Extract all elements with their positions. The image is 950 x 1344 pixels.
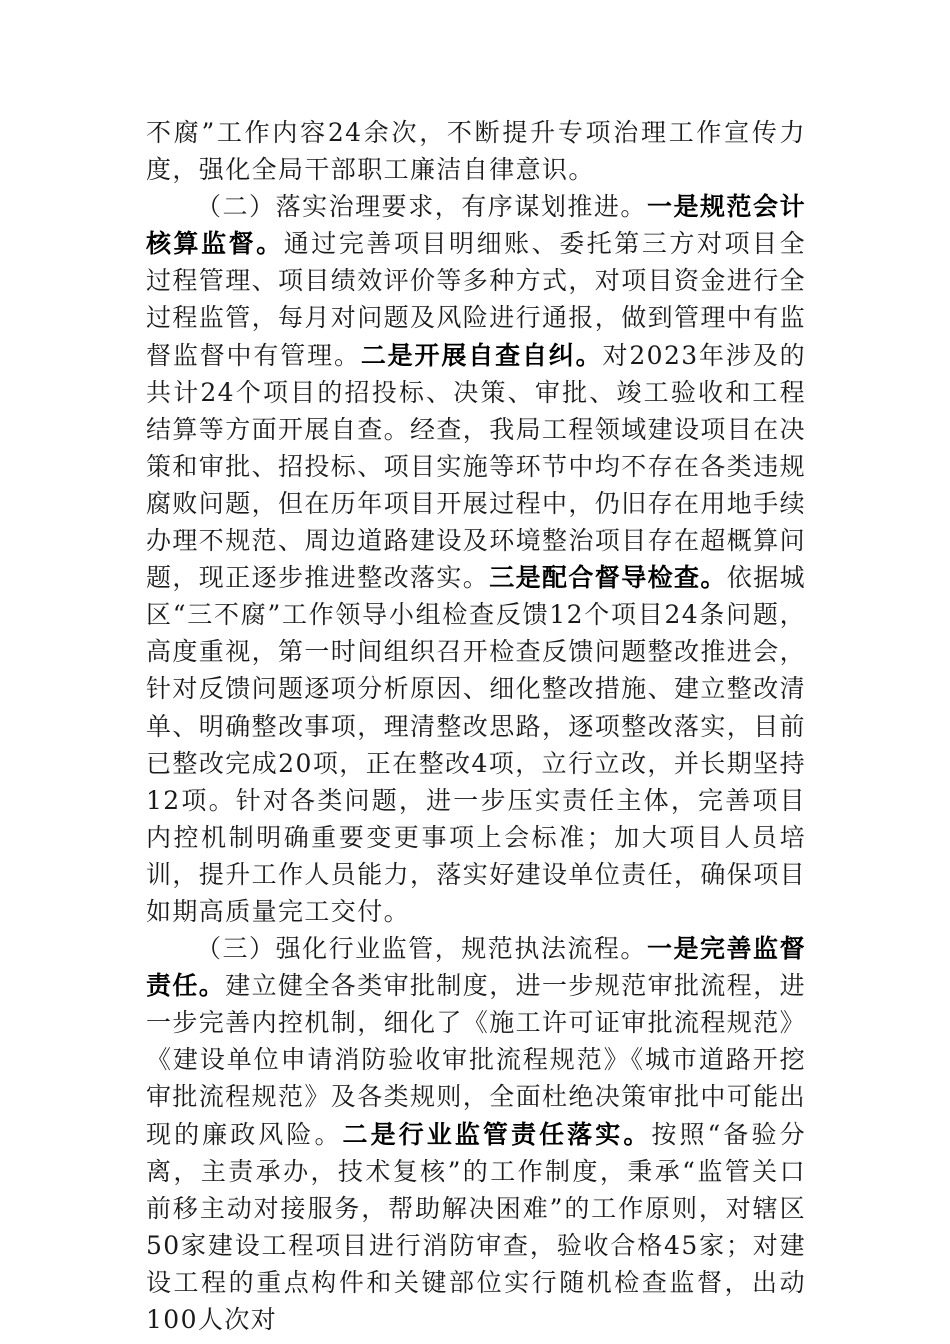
paragraph-text: 通过完善项目明细账、委托第三方对项目全过程管理、项目绩效评价等多种方式，对项目资金进行全过程监管，每月对问题及风险进行通报，做到管理中有监督监督中有管理。 bbox=[146, 229, 807, 370]
paragraph-2 bbox=[146, 188, 806, 930]
paragraph-text: 建立健全各类审批制度，进一步规范审批流程，进一步完善内控机制，细化了《施工许可证审批流程规范》《建设单位申请消防验收审批流程规范》《城市道路开挖审批流程规范》及各类规则，全面杜绝决策审批中可能出现的廉政风险。 bbox=[146, 971, 807, 1149]
bold-point: 一是规范会计核算监督。 bbox=[146, 192, 806, 259]
paragraph-1 bbox=[146, 114, 806, 188]
bold-point: 三是配合督导检查。 bbox=[489, 563, 727, 593]
section-heading: （三）强化行业监管，规范执法流程。 bbox=[196, 934, 647, 964]
paragraph-text: 对2023年涉及的共计24个项目的招投标、决策、审批、竣工验收和工程结算等方面开展自查。经查，我局工程领域建设项目在决策和审批、招投标、项目实施等环节中均不存在各类违规腐败问题，但在历年项目开展过程中，仍旧存在用地手续办理不规范、周边道路建设及环境整治项目存在超概算问题，现正逐步推进整改落实。 bbox=[146, 340, 807, 593]
bold-point: 一是完善监督责任。 bbox=[146, 934, 806, 1001]
document-page bbox=[146, 114, 806, 1338]
bold-point: 二是开展自查自纠。 bbox=[360, 340, 603, 370]
section-heading: （二）落实治理要求，有序谋划推进。 bbox=[196, 192, 647, 222]
paragraph-text: 按照“备验分离，主责承办，技术复核”的工作制度，秉承“监管关口前移主动对接服务，帮助解决困难”的工作原则，对辖区50家建设工程项目进行消防审查，验收合格45家；对建设工程的重点构件和关键部位实行随机检查监督，出动100人次对 bbox=[146, 1119, 806, 1334]
paragraph-3 bbox=[146, 930, 806, 1338]
paragraph-text: 不腐”工作内容24余次，不断提升专项治理工作宣传力度，强化全局干部职工廉洁自律意识。 bbox=[146, 118, 806, 185]
bold-point: 二是行业监管责任落实。 bbox=[342, 1119, 652, 1149]
paragraph-text: 依据城区“三不腐”工作领导小组检查反馈12个项目24条问题，高度重视，第一时间组织召开检查反馈问题整改推进会，针对反馈问题逐项分析原因、细化整改措施、建立整改清单、明确整改事项，理清整改思路，逐项整改落实，目前已整改完成20项，正在整改4项，立行立改，并长期坚持12项。针对各类问题，进一步压实责任主体，完善项目内控机制明确重要变更事项上会标准；加大项目人员培训，提升工作人员能力，落实好建设单位责任，确保项目如期高质量完工交付。 bbox=[146, 563, 807, 926]
